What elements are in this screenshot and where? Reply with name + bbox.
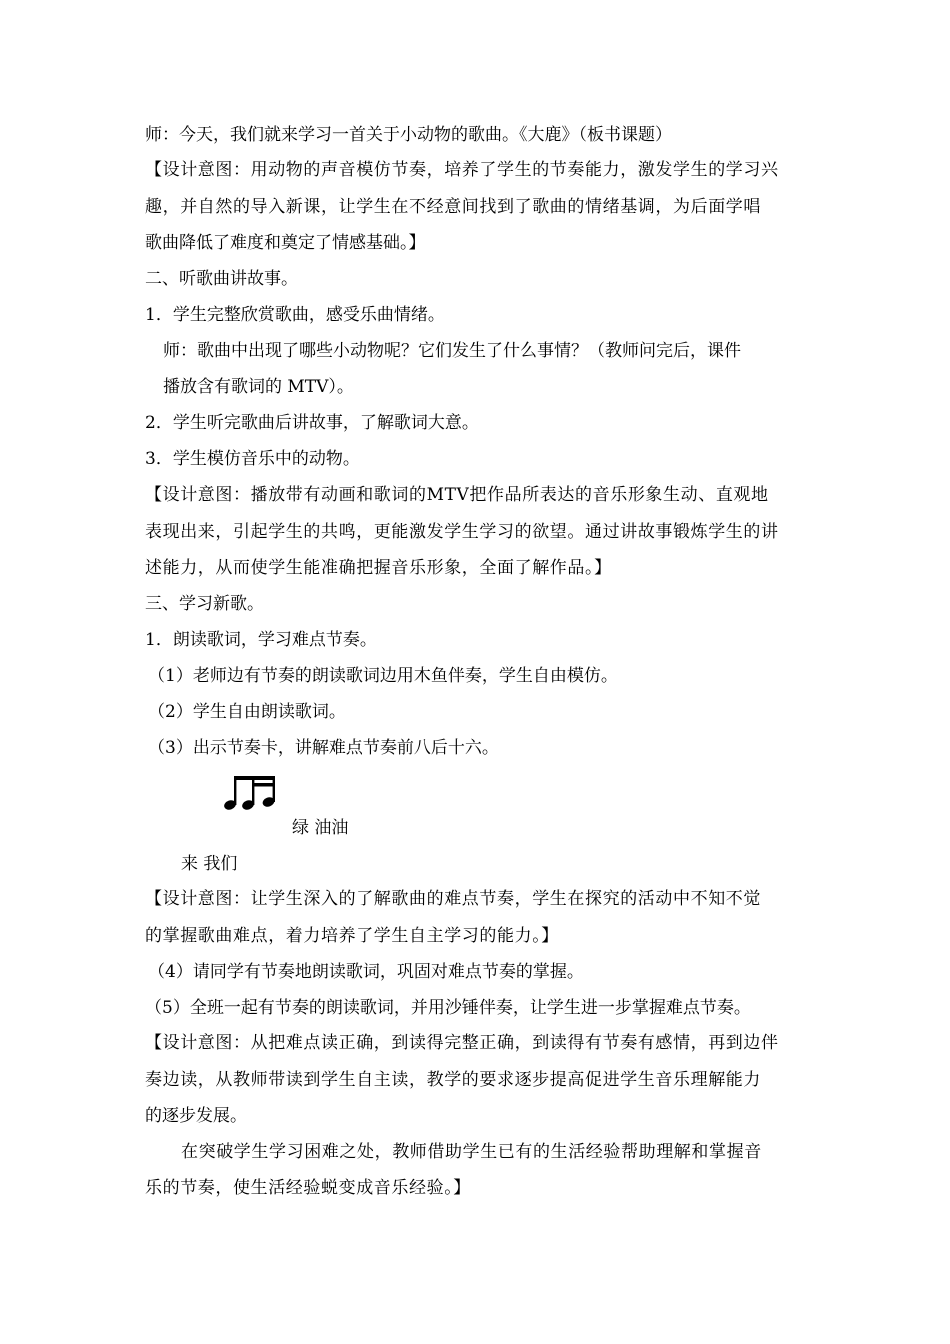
design-intent-1-line-1: 【设计意图：用动物的声音模仿节奏，培养了学生的节奏能力，激发学生的学习兴 xyxy=(145,160,779,180)
design-intent-4-line-5: 乐的节奏，使生活经验蜕变成音乐经验。】 xyxy=(145,1178,471,1198)
design-intent-2-line-1: 【设计意图：播放带有动画和歌词的MTV把作品所表达的音乐形象生动、直观地 xyxy=(145,485,769,505)
substep-1: （1）老师边有节奏的朗读歌词边用木鱼伴奏，学生自由模仿。 xyxy=(148,666,618,686)
step-2-2: 2．学生听完歌曲后讲故事，了解歌词大意。 xyxy=(145,413,479,433)
design-intent-2-line-3: 述能力，从而使学生能准确把握音乐形象，全面了解作品。】 xyxy=(145,558,612,578)
rhythm-lyric-1: 绿 油油 xyxy=(292,818,349,838)
substep-5: （5）全班一起有节奏的朗读歌词，并用沙锤伴奏，让学生进一步掌握难点节奏。 xyxy=(145,998,751,1018)
design-intent-4-line-3: 的逐步发展。 xyxy=(145,1106,247,1126)
design-intent-1-line-3: 歌曲降低了难度和奠定了情感基础。】 xyxy=(145,233,426,253)
step-2-3: 3．学生模仿音乐中的动物。 xyxy=(145,449,360,469)
design-intent-3-line-2: 的掌握歌曲难点，着力培养了学生自主学习的能力。】 xyxy=(145,926,559,946)
rhythm-lyric-2: 来 我们 xyxy=(181,854,238,874)
section-3-heading: 三、学习新歌。 xyxy=(145,594,264,614)
teacher-question-line-1: 师：歌曲中出现了哪些小动物呢？它们发生了什么事情？（教师问完后，课件 xyxy=(163,341,741,361)
design-intent-1-line-2: 趣，并自然的导入新课，让学生在不经意间找到了歌曲的情绪基调，为后面学唱 xyxy=(145,197,761,217)
design-intent-4-line-4: 在突破学生学习困难之处，教师借助学生已有的生活经验帮助理解和掌握音 xyxy=(181,1142,762,1162)
step-3-1: 1．朗读歌词，学习难点节奏。 xyxy=(145,630,377,650)
design-intent-4-line-1: 【设计意图：从把难点读正确，到读得完整正确，到读得有节奏有感情，再到边伴 xyxy=(145,1033,779,1053)
teacher-question-line-2: 播放含有歌词的 MTV）。 xyxy=(163,377,354,397)
design-intent-2-line-2: 表现出来，引起学生的共鸣，更能激发学生学习的欲望。通过讲故事锻炼学生的讲 xyxy=(145,522,779,542)
substep-4: （4）请同学有节奏地朗读歌词，巩固对难点节奏的掌握。 xyxy=(148,962,584,982)
section-2-heading: 二、听歌曲讲故事。 xyxy=(145,269,298,289)
music-notes-icon xyxy=(222,772,278,812)
step-2-1: 1．学生完整欣赏歌曲，感受乐曲情绪。 xyxy=(145,305,445,325)
design-intent-3-line-1: 【设计意图：让学生深入的了解歌曲的难点节奏，学生在探究的活动中不知不觉 xyxy=(145,889,761,909)
substep-2: （2）学生自由朗读歌词。 xyxy=(148,702,346,722)
design-intent-4-line-2: 奏边读，从教师带读到学生自主读，教学的要求逐步提高促进学生音乐理解能力 xyxy=(145,1070,761,1090)
substep-3: （3）出示节奏卡，讲解难点节奏前八后十六。 xyxy=(148,738,499,758)
teacher-intro-line: 师：今天，我们就来学习一首关于小动物的歌曲。《大鹿》（板书课题） xyxy=(145,125,672,145)
